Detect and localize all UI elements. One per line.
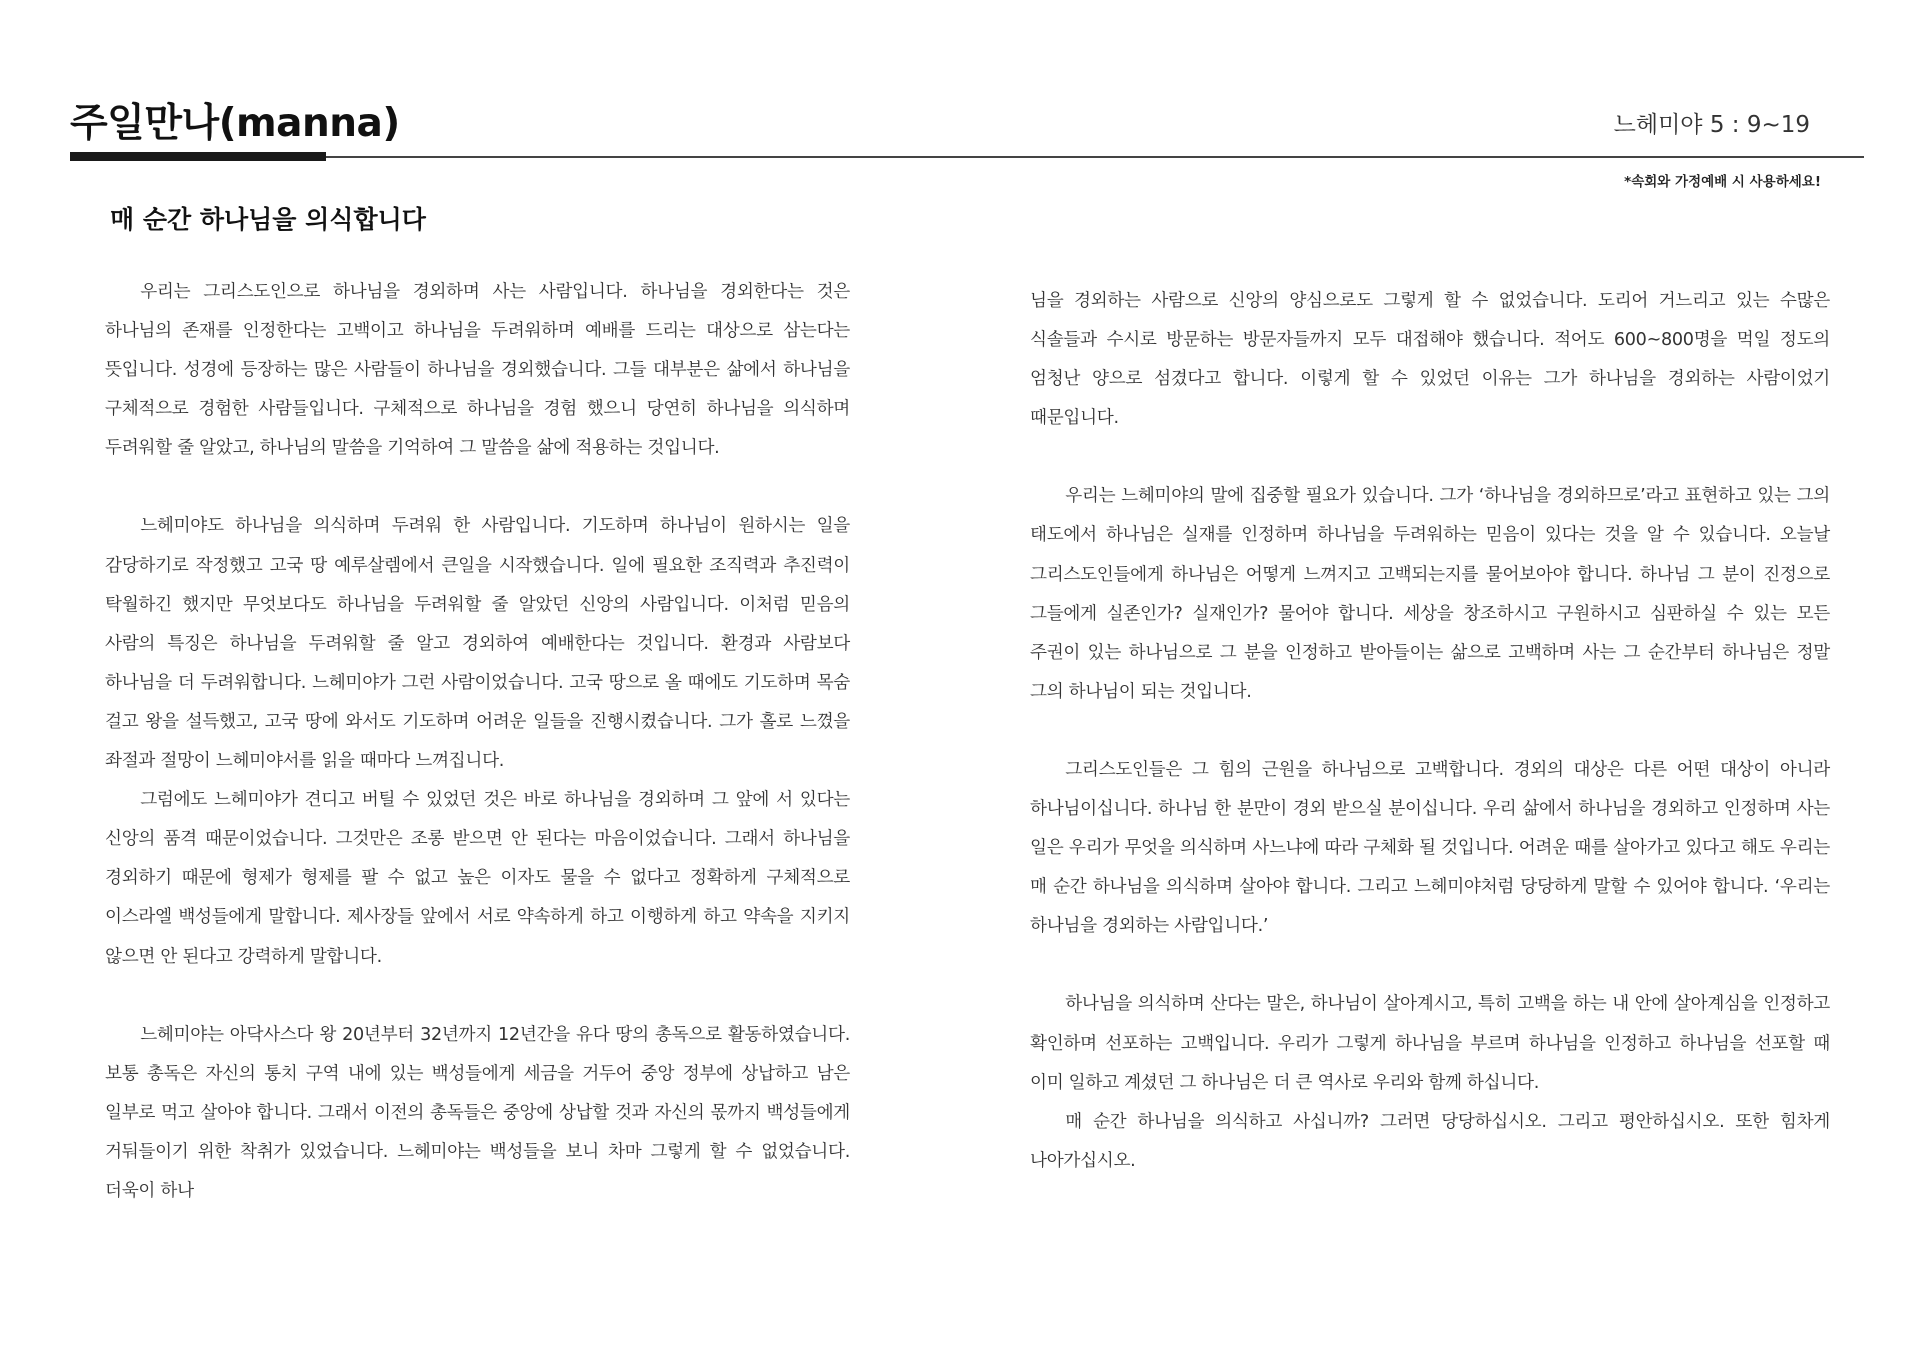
paragraph: 하나님을 의식하며 산다는 말은, 하나님이 살아계시고, 특히 고백을 하는 내 안에 살아계심을 인정하고 확인하며 선포하는 고백입니다. 우리가 그렇게 하나님을 부르며 하나님을 인정하고 하나님을 선포할 때 이미 일하고 계셨던 그 하나님은 더 큰 역사로 우리와 함께 하십니다. bbox=[1030, 994, 1830, 1093]
paragraph: 우리는 그리스도인으로 하나님을 경외하며 사는 사람입니다. 하나님을 경외한다는 것은 하나님의 존재를 인정한다는 고백이고 하나님을 두려워하며 예배를 드리는 대상으로 삼는다는 뜻입니다. 성경에 등장하는 많은 사람들이 하나님을 경외했습니다. 그들 대부분은 삶에서 하나님을 구체적으로 경험한 사람들입니다. 구체적으로 하나님을 경험 했으니 당연히 하나님을 의식하며 두려워할 줄 알았고, 하나님의 말씀을 기억하여 그 말씀을 삶에 적용하는 것입니다. bbox=[105, 282, 850, 459]
paragraph: 그리스도인들은 그 힘의 근원을 하나님으로 고백합니다. 경외의 대상은 다른 어떤 대상이 아니라 하나님이십니다. 하나님 한 분만이 경외 받으실 분이십니다. 우리 삶에서 하나님을 경외하고 인정하며 사는 일은 우리가 무엇을 의식하며 사느냐에 따라 구체화 될 것입니다. 어려운 때를 살아가고 있다고 해도 우리는 매 순간 하나님을 의식하며 살아야 합니다. 그리고 느헤미야처럼 당당하게 말할 수 있어야 합니다. ‘우리는 하나님을 경외하는 사람입니다.’ bbox=[1030, 759, 1830, 937]
usage-note: *속회와 가정예배 시 사용하세요! bbox=[1624, 174, 1821, 190]
paragraph: 그럼에도 느헤미야가 견디고 버틸 수 있었던 것은 바로 하나님을 경외하며 그 앞에 서 있다는 신앙의 품격 때문이었습니다. 그것만은 조롱 받으면 안 된다는 마음이었습니다. 그래서 하나님을 경외하기 때문에 형제가 형제를 팔 수 없고 높은 이자도 물을 수 없다고 정확하게 구체적으로 이스라엘 백성들에게 말합니다. 제사장들 앞에서 서로 약속하게 하고 이행하게 하고 약속을 지키지 않으면 안 된다고 강력하게 말합니다. bbox=[105, 790, 850, 967]
right-column bbox=[1030, 282, 1830, 1181]
header-divider bbox=[70, 156, 1864, 158]
paragraph: 우리는 느헤미야의 말에 집중할 필요가 있습니다. 그가 ‘하나님을 경외하므로’라고 표현하고 있는 그의 태도에서 하나님은 실재를 인정하며 하나님을 두려워하는 믿음이 있다는 것을 알 수 있습니다. 오늘날 그리스도인들에게 하나님은 어떻게 느껴지고 고백되는지를 물어보아야 합니다. 하나님 그 분이 진정으로 그들에게 실존인가? 실재인가? 물어야 합니다. 세상을 창조하시고 구원하시고 심판하실 수 있는 모든 주권이 있는 하나님으로 그 분을 인정하고 받아들이는 삶으로 고백하며 사는 그 순간부터 하나님은 정말 그의 하나님이 되는 것입니다. bbox=[1030, 486, 1830, 702]
article-title: 매 순간 하나님을 의식합니다 bbox=[110, 205, 426, 234]
paragraph: 매 순간 하나님을 의식하고 사십니까? 그러면 당당하십시오. 그리고 평안하십시오. 또한 힘차게 나아가십시오. bbox=[1030, 1111, 1830, 1171]
paragraph: 느헤미야도 하나님을 의식하며 두려워 한 사람입니다. 기도하며 하나님이 원하시는 일을 감당하기로 작정했고 고국 땅 예루살렘에서 큰일을 시작했습니다. 일에 필요한 조직력과 추진력이 탁월하긴 했지만 무엇보다도 하나님을 두려워할 줄 알았던 신앙의 사람입니다. 이처럼 믿음의 사람의 특징은 하나님을 두려워할 줄 알고 경외하여 예배한다는 것입니다. 환경과 사람보다 하나님을 더 두려워합니다. 느헤미야가 그런 사람이었습니다. 고국 땅으로 올 때에도 기도하며 목숨 걸고 왕을 설득했고, 고국 땅에 와서도 기도하며 어려운 일들을 진행시켰습니다. 그가 홀로 느꼈을 좌절과 절망이 느헤미야서를 읽을 때마다 느껴집니다. bbox=[105, 516, 850, 772]
page-title: 주일만나(manna) bbox=[70, 101, 400, 146]
left-column bbox=[105, 273, 850, 1211]
header-accent-bar bbox=[70, 152, 326, 161]
paragraph: 님을 경외하는 사람으로 신앙의 양심으로도 그렇게 할 수 없었습니다. 도리어 거느리고 있는 수많은 식솔들과 수시로 방문하는 방문자들까지 모두 대접해야 했습니다. 적어도 600~800명을 먹일 정도의 엄청난 양으로 섬겼다고 합니다. 이렇게 할 수 있었던 이유는 그가 하나님을 경외하는 사람이었기 때문입니다. bbox=[1030, 291, 1830, 429]
scripture-reference: 느헤미야 5 : 9~19 bbox=[1613, 112, 1810, 138]
paragraph: 느헤미야는 아닥사스다 왕 20년부터 32년까지 12년간을 유다 땅의 총독으로 활동하였습니다. 보통 총독은 자신의 통치 구역 내에 있는 백성들에게 세금을 거두어 중앙 정부에 상납하고 남은 일부로 먹고 살아야 합니다. 그래서 이전의 총독들은 중앙에 상납할 것과 자신의 몫까지 백성들에게 거둬들이기 위한 착취가 있었습니다. 느헤미야는 백성들을 보니 차마 그렇게 할 수 없었습니다. 더욱이 하나 bbox=[105, 1024, 850, 1201]
